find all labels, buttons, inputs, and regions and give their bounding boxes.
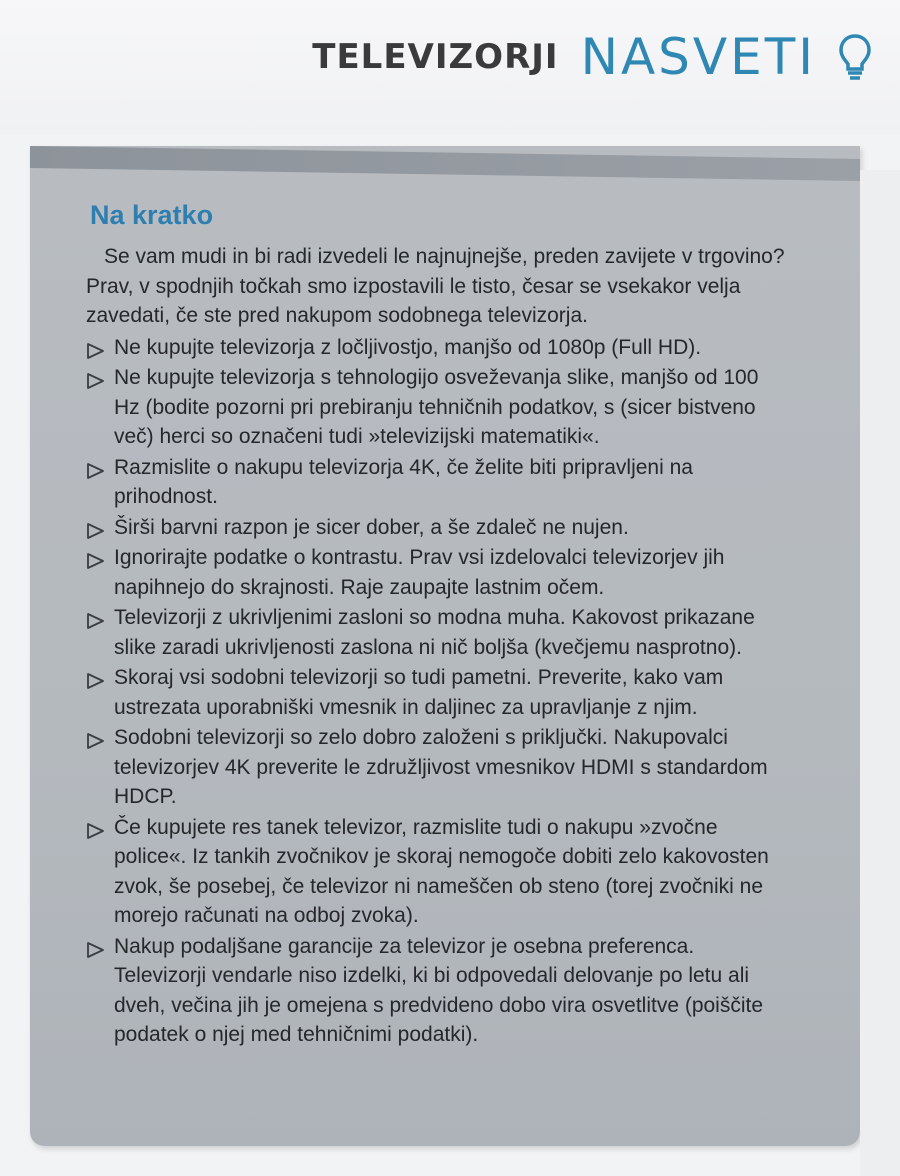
triangle-bullet-icon	[86, 549, 106, 567]
list-item-text: Nakup podaljšane garancije za televizor je osebna preferenca. Televizorji vendarle niso izdelki, ki bi odpovedali delovanje po letu ali dveh, večina jih je omejena s predvideno dobo vira osvetlitve (poiščite podatek o njej med tehničnimi podatki).	[114, 934, 764, 1046]
list-item	[86, 333, 786, 363]
list-item	[86, 453, 786, 512]
list-item	[86, 723, 786, 812]
triangle-bullet-icon	[86, 369, 106, 387]
page-margin	[860, 170, 900, 1176]
triangle-bullet-icon	[86, 339, 106, 357]
list-item	[86, 603, 786, 662]
list-item-text: Sodobni televizorji so zelo dobro založeni s priključki. Nakupovalci televizorjev 4K preverite le združljivost vmesnikov HDMI s standardom HDCP.	[114, 726, 768, 808]
list-item-text: Razmislite o nakupu televizorja 4K, če želite biti pripravljeni na prihodnost.	[114, 455, 693, 508]
list-item-text: Ignorirajte podatke o kontrastu. Prav vsi izdelovalci televizorjev jih napihnejo do skrajnosti. Raje zaupajte lastnim očem.	[114, 546, 725, 599]
list-item-text: Če kupujete res tanek televizor, razmislite tudi o nakupu »zvočne police«. Iz tankih zvočnikov je skoraj nemogoče dobiti zelo kakovosten zvok, še posebej, če televizor ni nameščen ob steno (torej zvočniki ne morejo računati na odboj zvoka).	[114, 815, 769, 927]
triangle-bullet-icon	[86, 519, 106, 537]
list-item-text: Ne kupujte televizorja z ločljivostjo, manjšo od 1080p (Full HD).	[114, 335, 702, 359]
box-title: Na kratko	[90, 200, 214, 230]
tips-list	[86, 333, 786, 1050]
list-item	[86, 813, 786, 931]
triangle-bullet-icon	[86, 459, 106, 477]
list-item-text: Skoraj vsi sodobni televizorji so tudi pametni. Preverite, kako vam ustrezata uporabniški vmesnik in daljinec za upravljanje z njim.	[114, 666, 724, 719]
list-item	[86, 513, 786, 543]
triangle-bullet-icon	[86, 609, 106, 627]
triangle-bullet-icon	[86, 819, 106, 837]
triangle-bullet-icon	[86, 938, 106, 956]
intro-paragraph: Se vam mudi in bi radi izvedeli le najnujnejše, preden zavijete v trgovino? Prav, v spodnjih točkah smo izpostavili le tisto, česar se vsekakor velja zavedati, če ste pred nakupom sodobnega televizorja.	[86, 245, 785, 327]
section-label: TELEVIZORJI	[312, 37, 559, 77]
triangle-bullet-icon	[86, 669, 106, 687]
list-item	[86, 543, 786, 602]
list-item-text: Televizorji z ukrivljenimi zasloni so modna muha. Kakovost prikazane slike zaradi ukrivljenosti zaslona ni nič boljša (kvečjemu nasprotno).	[114, 606, 755, 659]
list-item-text: Ne kupujte televizorja s tehnologijo osveževanja slike, manjšo od 100 Hz (bodite pozorni pri prebiranju tehničnih podatkov, s (sicer bistveno več) herci so označeni tudi »televizijski matematiki«.	[114, 366, 759, 448]
tips-label: NASVETI	[580, 28, 816, 86]
lightbulb-icon	[838, 33, 872, 81]
triangle-bullet-icon	[86, 729, 106, 747]
list-item	[86, 663, 786, 722]
list-item-text: Širši barvni razpon je sicer dober, a še zdaleč ne nujen.	[114, 515, 629, 539]
box-content	[86, 242, 786, 1051]
list-item	[86, 363, 786, 452]
section-header	[312, 28, 872, 86]
list-item	[86, 932, 786, 1050]
